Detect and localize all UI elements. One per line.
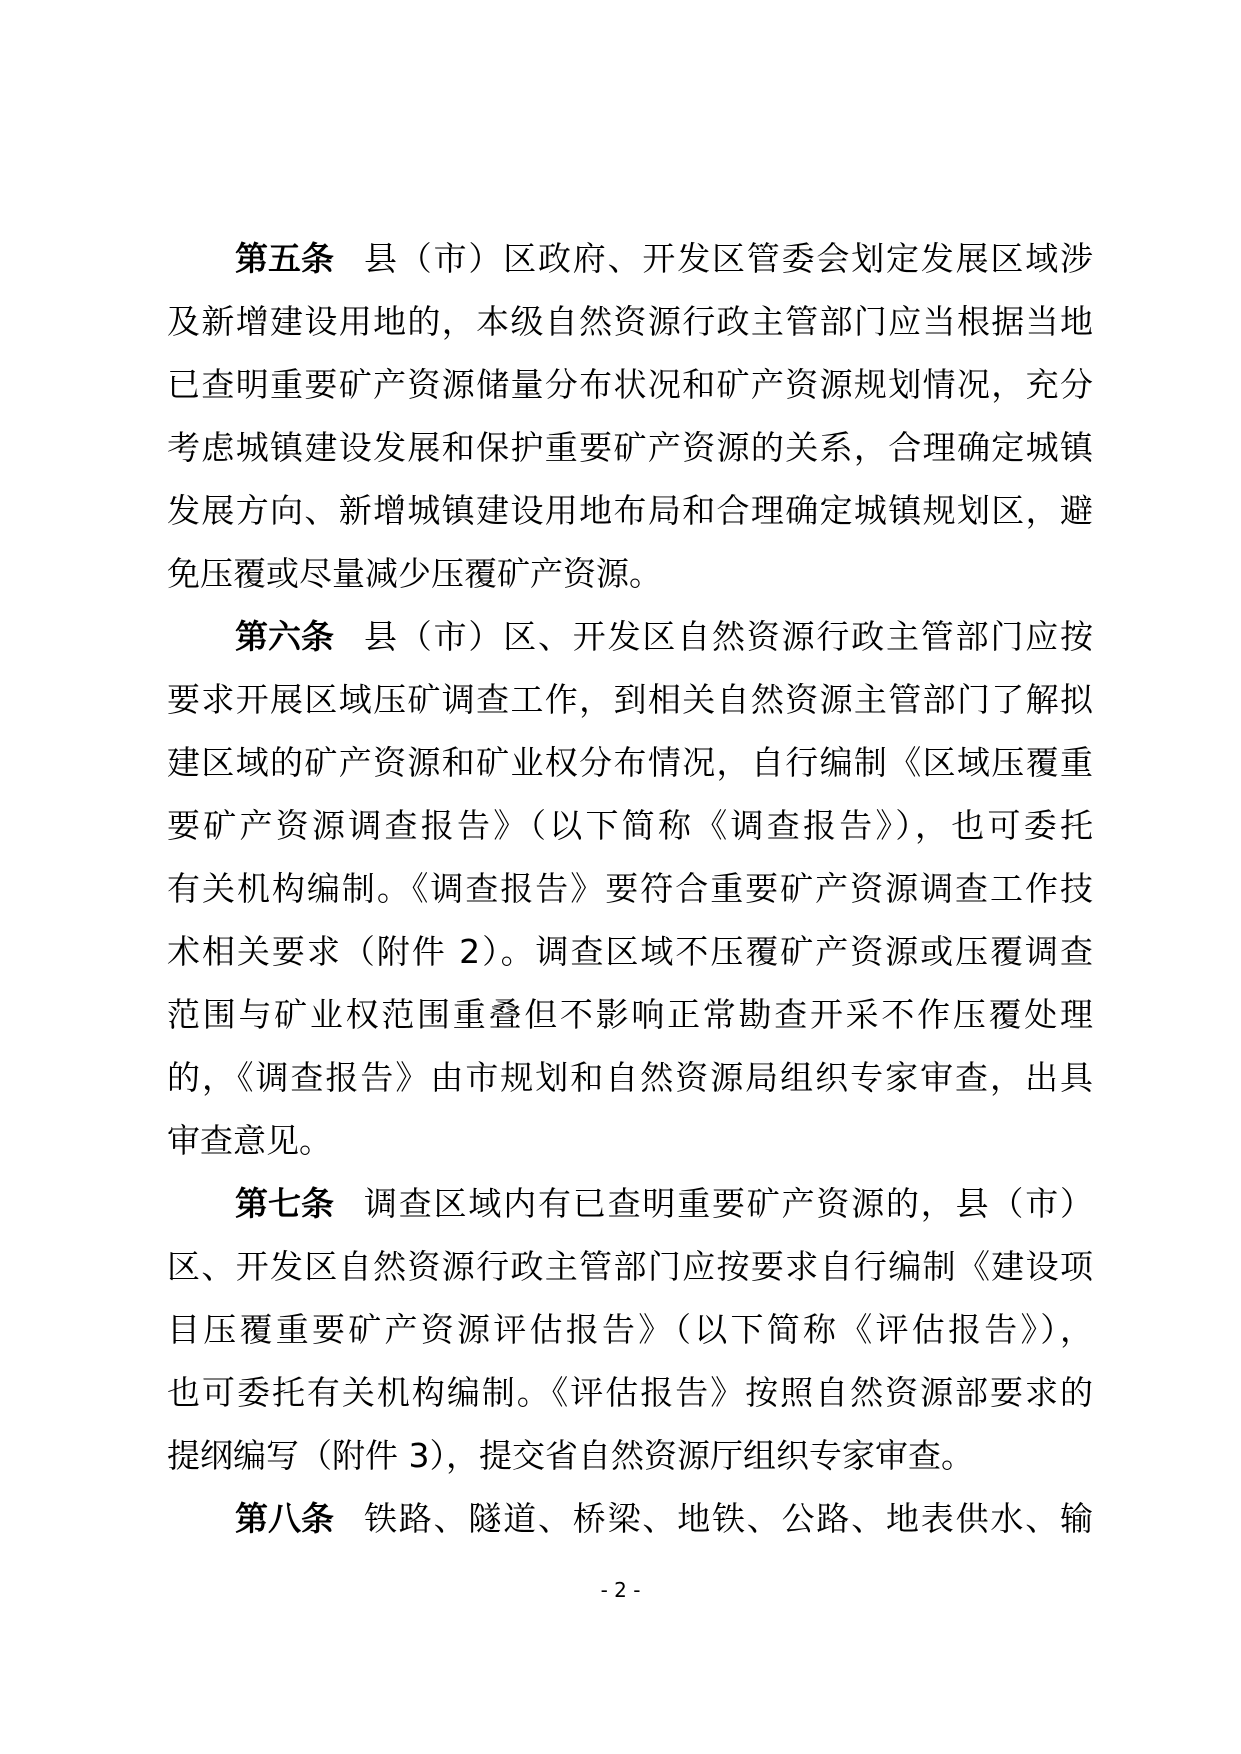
article-heading: 第七条 xyxy=(235,1184,334,1223)
text-line xyxy=(167,668,1093,731)
text-line xyxy=(167,794,1093,857)
text-line xyxy=(167,920,1093,983)
line-text: 免压覆或尽量减少压覆矿产资源。 xyxy=(167,554,662,593)
article-heading: 第五条 xyxy=(235,239,334,278)
text-line xyxy=(167,416,1093,479)
text-line xyxy=(167,479,1093,542)
article-paragraph xyxy=(167,1172,1093,1487)
text-line xyxy=(167,605,1093,668)
line-text: 发展方向、新增城镇建设用地布局和合理确定城镇规划区，避 xyxy=(167,491,1093,530)
text-line xyxy=(167,227,1093,290)
line-text: 建区域的矿产资源和矿业权分布情况，自行编制《区域压覆重 xyxy=(167,743,1093,782)
line-text: 县（市）区政府、开发区管委会划定发展区域涉 xyxy=(364,239,1093,278)
text-line xyxy=(167,983,1093,1046)
text-line xyxy=(167,1235,1093,1298)
article-heading: 第八条 xyxy=(235,1499,334,1538)
text-line xyxy=(167,1298,1093,1361)
page-number: - 2 - xyxy=(600,1578,641,1602)
line-text: 要矿产资源调查报告》（以下简称《调查报告》），也可委托 xyxy=(167,806,1093,845)
text-line xyxy=(167,1109,1093,1172)
line-text: 范围与矿业权范围重叠但不影响正常勘查开采不作压覆处理 xyxy=(167,995,1093,1034)
line-text: 有关机构编制。《调查报告》要符合重要矿产资源调查工作技 xyxy=(167,869,1093,908)
text-line xyxy=(167,1172,1093,1235)
line-text: 调查区域内有已查明重要矿产资源的，县（市） xyxy=(364,1184,1093,1223)
text-line xyxy=(167,542,1093,605)
text-line xyxy=(167,731,1093,794)
line-text: 术相关要求（附件 2）。调查区域不压覆矿产资源或压覆调查 xyxy=(167,932,1093,971)
line-text: 区、开发区自然资源行政主管部门应按要求自行编制《建设项 xyxy=(167,1247,1093,1286)
line-text: 考虑城镇建设发展和保护重要矿产资源的关系，合理确定城镇 xyxy=(167,428,1093,467)
line-text: 目压覆重要矿产资源评估报告》（以下简称《评估报告》）， xyxy=(167,1310,1093,1349)
article-heading: 第六条 xyxy=(235,617,334,656)
line-text: 铁路、隧道、桥梁、地铁、公路、地表供水、输 xyxy=(364,1499,1093,1538)
article-paragraph xyxy=(167,227,1093,605)
line-text: 审查意见。 xyxy=(167,1121,332,1160)
line-text: 要求开展区域压矿调查工作，到相关自然资源主管部门了解拟 xyxy=(167,680,1093,719)
text-line xyxy=(167,290,1093,353)
line-text: 已查明重要矿产资源储量分布状况和矿产资源规划情况，充分 xyxy=(167,365,1093,404)
line-text: 及新增建设用地的，本级自然资源行政主管部门应当根据当地 xyxy=(167,302,1093,341)
article-paragraph xyxy=(167,605,1093,1172)
line-text: 的，《调查报告》由市规划和自然资源局组织专家审查，出具 xyxy=(167,1058,1093,1097)
text-line xyxy=(167,1487,1093,1550)
line-text: 也可委托有关机构编制。《评估报告》按照自然资源部要求的 xyxy=(167,1373,1093,1412)
line-text: 提纲编写（附件 3），提交省自然资源厅组织专家审查。 xyxy=(167,1436,974,1475)
text-line xyxy=(167,857,1093,920)
text-line xyxy=(167,353,1093,416)
article-paragraph xyxy=(167,1487,1093,1550)
line-text: 县（市）区、开发区自然资源行政主管部门应按 xyxy=(364,617,1093,656)
document-body xyxy=(167,227,1093,1550)
text-line xyxy=(167,1424,1093,1487)
text-line xyxy=(167,1361,1093,1424)
text-line xyxy=(167,1046,1093,1109)
